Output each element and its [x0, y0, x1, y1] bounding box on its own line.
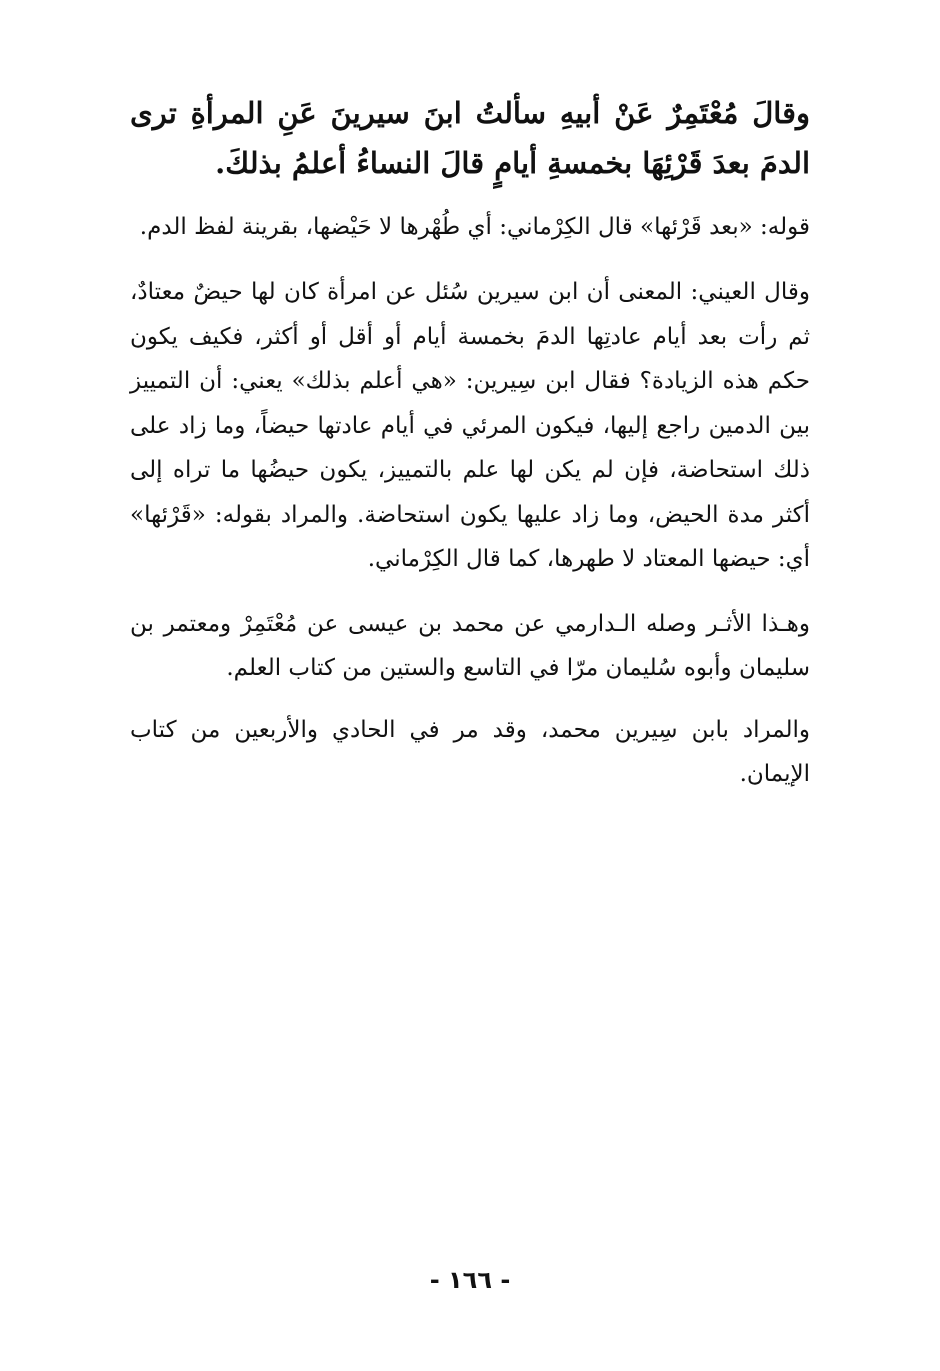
commentary-paragraph-1: قوله: «بعد قَرْئها» قال الكِرْماني: أي طُهْرها لا حَيْضها، بقرينة لفظ الدم. — [139, 214, 810, 240]
commentary-paragraph-3: وهـذا الأثـر وصله الـدارمي عن محمد بن عيسى عن مُعْتَمِرْ ومعتمر بن سليمان وأبوه سُليمان مرّا في التاسع والستين من كتاب العلم. — [130, 611, 810, 681]
hadith-text: وقالَ مُعْتَمِرٌ عَنْ أبيهِ سألتُ ابنَ سيرينَ عَنِ المرأةِ ترى الدمَ بعدَ قَرْئِهَا بخمسةِ أيامٍ قالَ النساءُ أعلمُ بذلكَ. — [130, 96, 810, 180]
page-number: - ١٦٦ - — [429, 1266, 511, 1294]
commentary-paragraph-2: وقال العيني: المعنى أن ابن سيرين سُئل عن امرأة كان لها حيضٌ معتادٌ، ثم رأت بعد أيام عادتِها الدمَ بخمسة أيام أو أقل أو أكثر، فكيف يكون حكم هذه الزيادة؟ فقال ابن سِيرين: «هي أعلم بذلك» يعني: أن التمييز بين الدمين راجع إليها، فيكون المرئي في أيام عادتها حيضاً، وما زاد على ذلك استحاضة، فإن لم يكن لها علم بالتمييز، يكون حيضُها ما تراه إلى أكثر مدة الحيض، وما زاد عليها يكون استحاضة. والمراد بقوله: «قَرْئها» أي: حيضها المعتاد لا طهرها، كما قال الكِرْماني. — [130, 279, 810, 572]
commentary-paragraph-4: والمراد بابن سِيرين محمد، وقد مر في الحادي والأربعين من كتاب الإيمان. — [130, 717, 810, 787]
